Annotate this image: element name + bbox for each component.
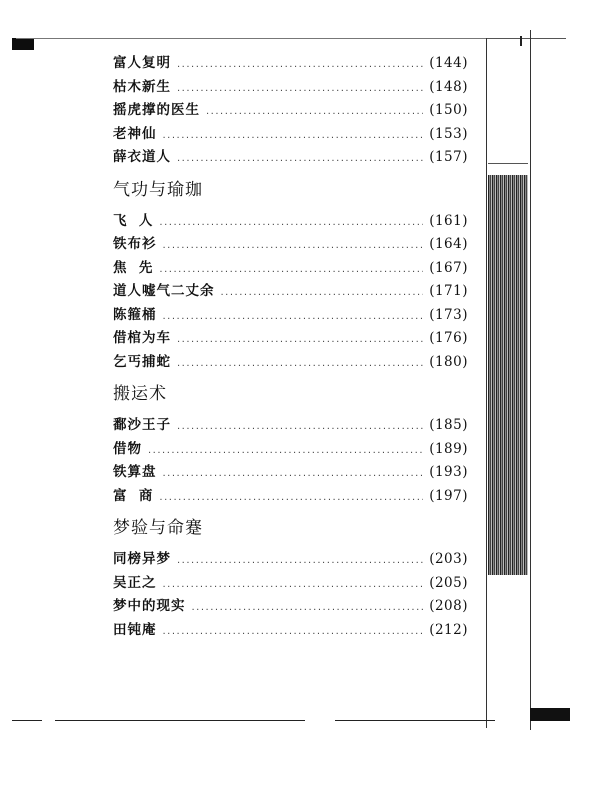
- toc-entry-title: 摇虎撑的医生: [113, 102, 200, 118]
- toc-dot-leader: [163, 573, 424, 597]
- toc-dot-leader: [221, 281, 424, 305]
- toc-dot-leader: [163, 462, 424, 486]
- toc-entry-title: 老神仙: [113, 125, 157, 142]
- scan-corner-mark: [12, 38, 34, 50]
- toc-entry-title: 借物: [113, 440, 142, 457]
- toc-page-number: (150): [429, 102, 468, 118]
- top-border-line: [16, 38, 486, 39]
- toc-entry[interactable]: [113, 146, 468, 170]
- toc-dot-leader: [159, 486, 423, 510]
- toc-page-number: (164): [429, 236, 468, 252]
- toc-entry-title: 枯木新生: [113, 78, 171, 95]
- toc-page-number: (197): [429, 487, 468, 504]
- toc-entry-title: 陈箍桶: [113, 306, 157, 323]
- toc-dot-leader: [148, 439, 423, 463]
- toc-entry-title: 鄱沙王子: [113, 417, 171, 433]
- toc-entry[interactable]: [113, 52, 468, 76]
- toc-entry-title: 道人嘘气二丈余: [113, 283, 215, 299]
- toc-entry[interactable]: [113, 304, 468, 328]
- toc-page-number: (205): [429, 574, 468, 591]
- toc-dot-leader: [163, 124, 424, 148]
- toc-dot-leader: [159, 258, 423, 282]
- bottom-border-line-3: [335, 720, 495, 721]
- toc-dot-leader: [206, 100, 423, 124]
- toc-page-number: (212): [429, 621, 468, 638]
- toc-entry[interactable]: [113, 438, 468, 462]
- toc-entry[interactable]: [113, 99, 468, 123]
- toc-entry-title: 田钝庵: [113, 621, 157, 638]
- right-frame-line-inner: [486, 38, 487, 728]
- toc-entry-title: 铁算盘: [113, 464, 157, 480]
- toc-entry[interactable]: [113, 123, 468, 147]
- section-heading: 搬运术: [113, 384, 167, 404]
- right-top-border-line: [486, 38, 566, 39]
- toc-entry-title: 梦中的现实: [113, 598, 186, 614]
- toc-entry[interactable]: [113, 280, 468, 304]
- section-heading: 梦验与命蹇: [113, 518, 203, 538]
- toc-dot-leader: [177, 352, 423, 376]
- bottom-border-line-2: [55, 720, 305, 721]
- toc-entry[interactable]: [113, 461, 468, 485]
- toc-entry-title: 乞丐捕蛇: [113, 353, 171, 370]
- toc-page-number: (171): [429, 283, 468, 299]
- toc-entry[interactable]: [113, 485, 468, 509]
- toc-page-number: (144): [429, 55, 468, 71]
- toc-page-number: (173): [429, 306, 468, 323]
- toc-entry[interactable]: [113, 619, 468, 643]
- toc-page-number: (203): [429, 551, 468, 567]
- toc-page-number: (153): [429, 125, 468, 142]
- toc-page-number: (176): [429, 330, 468, 346]
- toc-dot-leader: [163, 620, 424, 644]
- toc-entry-title: 吴正之: [113, 574, 157, 591]
- bottom-black-mark: [530, 708, 570, 721]
- top-tick-mark: [520, 36, 522, 46]
- toc-entry-title: 焦 先: [113, 259, 154, 276]
- toc-dot-leader: [177, 415, 423, 439]
- toc-entry[interactable]: [113, 351, 468, 375]
- toc-dot-leader: [177, 147, 423, 171]
- toc-dot-leader: [177, 77, 423, 101]
- toc-page-number: (180): [429, 353, 468, 370]
- toc-page-number: (208): [429, 598, 468, 614]
- toc-entry[interactable]: [113, 233, 468, 257]
- section-heading: 气功与瑜珈: [113, 179, 203, 200]
- toc-dot-leader: [159, 211, 423, 235]
- toc-dot-leader: [163, 234, 424, 258]
- toc-entry[interactable]: [113, 595, 468, 619]
- toc-dot-leader: [177, 549, 423, 573]
- toc-dot-leader: [192, 596, 424, 620]
- toc-dot-leader: [177, 328, 423, 352]
- table-of-contents: [113, 52, 468, 642]
- toc-page-number: (161): [429, 212, 468, 229]
- toc-page-number: (189): [429, 440, 468, 457]
- toc-entry-title: 铁布衫: [113, 236, 157, 252]
- toc-page-number: (185): [429, 417, 468, 433]
- toc-page-number: (193): [429, 464, 468, 480]
- toc-dot-leader: [177, 53, 423, 77]
- toc-entry-title: 富 商: [113, 487, 154, 504]
- toc-entry[interactable]: [113, 76, 468, 100]
- toc-page-number: (157): [429, 149, 468, 165]
- bottom-border-line-1: [12, 720, 42, 721]
- toc-entry[interactable]: [113, 327, 468, 351]
- toc-entry[interactable]: [113, 257, 468, 281]
- toc-dot-leader: [163, 305, 424, 329]
- toc-page-number: (167): [429, 259, 468, 276]
- right-frame-line-outer: [530, 30, 531, 730]
- toc-entry-title: 借棺为车: [113, 330, 171, 346]
- toc-entry-title: 飞 人: [113, 212, 154, 229]
- toc-entry[interactable]: [113, 210, 468, 234]
- book-spine-strip: [488, 175, 528, 575]
- toc-entry-title: 同榜异梦: [113, 551, 171, 567]
- toc-entry-title: 富人复明: [113, 55, 171, 71]
- toc-entry[interactable]: [113, 572, 468, 596]
- toc-entry-title: 薛衣道人: [113, 149, 171, 165]
- toc-entry[interactable]: [113, 548, 468, 572]
- toc-entry[interactable]: [113, 414, 468, 438]
- toc-page-number: (148): [429, 78, 468, 95]
